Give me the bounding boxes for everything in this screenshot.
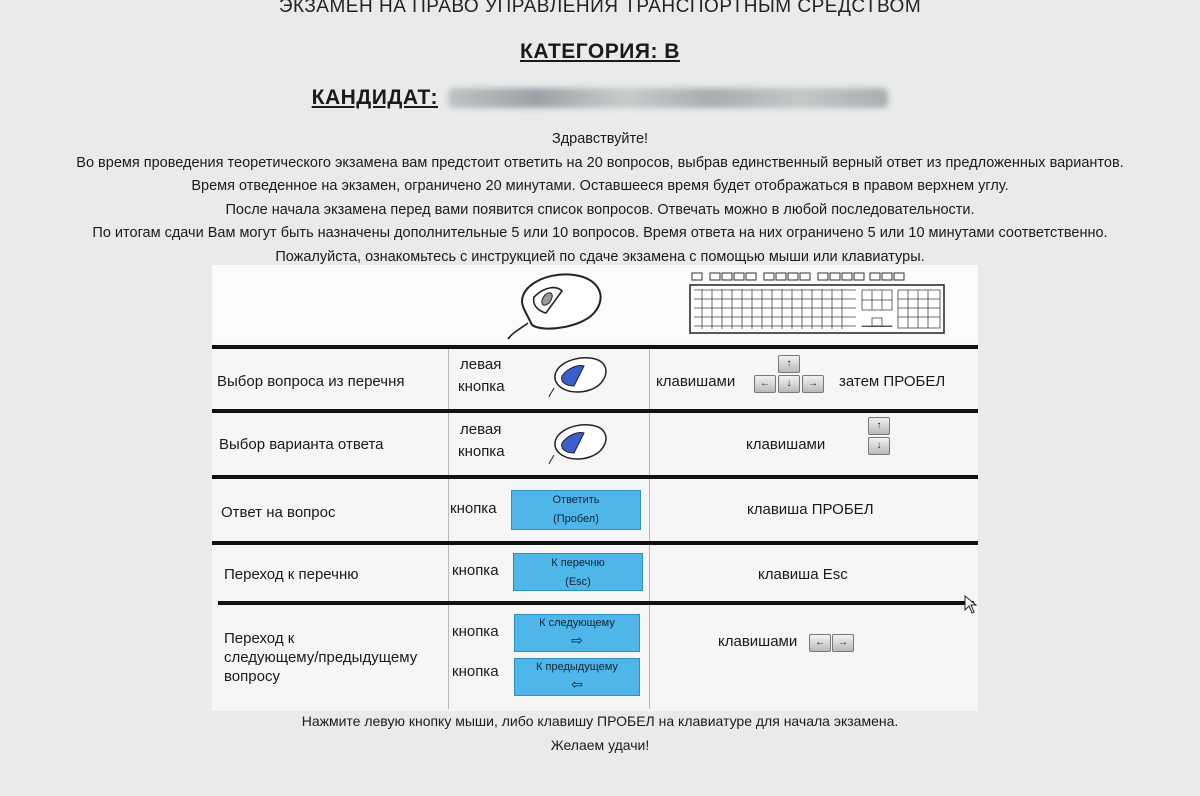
- button-label: Ответить: [552, 494, 600, 506]
- mouse-text: кнопка: [450, 500, 497, 517]
- mouse-text: кнопка: [452, 663, 499, 680]
- table-row: [212, 605, 978, 709]
- mouse-text: левая: [460, 356, 502, 373]
- kbd-text: клавишами: [746, 436, 826, 453]
- candidate-name-redacted: [448, 88, 888, 108]
- next-arrow-icon: ⇨: [571, 632, 583, 648]
- footer-wish: Желаем удачи!: [550, 737, 650, 753]
- column-divider: [649, 349, 650, 409]
- kbd-text: клавишами: [656, 373, 736, 390]
- intro-line: Время отведенное на экзамен, ограничено 20 минутами. Оставшееся время будет отображаться в правом верхнем углу.: [191, 178, 1009, 194]
- row-action: Выбор варианта ответа: [219, 436, 384, 453]
- button-label: (Пробел): [553, 513, 599, 525]
- arrow-right-key-icon: →: [832, 634, 854, 652]
- category-label: КАТЕГОРИЯ: В: [520, 40, 680, 63]
- column-divider: [448, 479, 449, 541]
- arrow-right-key-icon: →: [802, 375, 824, 393]
- button-label: (Esc): [565, 576, 591, 588]
- row-action: Переход к перечню: [224, 566, 359, 583]
- mouse-text: кнопка: [458, 443, 505, 460]
- column-divider: [448, 349, 449, 409]
- left-click-mouse-icon: [548, 421, 612, 465]
- input-devices-illustration: [212, 265, 978, 343]
- button-label: К предыдущему: [536, 661, 618, 673]
- button-label: К перечню: [551, 557, 605, 569]
- row-action: Выбор вопроса из перечня: [217, 373, 405, 390]
- arrow-down-key-icon: ↓: [868, 437, 890, 455]
- prev-arrow-icon: ⇦: [571, 676, 583, 692]
- to-list-button[interactable]: [513, 553, 643, 591]
- column-divider: [448, 545, 449, 601]
- row-action: [224, 629, 417, 686]
- intro-line: Здравствуйте!: [551, 131, 649, 147]
- answer-button[interactable]: [511, 490, 641, 530]
- column-divider: [649, 605, 650, 709]
- column-divider: [448, 413, 449, 475]
- button-label: К следующему: [539, 617, 615, 629]
- row-action: Ответ на вопрос: [221, 504, 336, 521]
- arrow-keys: [868, 417, 892, 457]
- column-divider: [448, 605, 449, 709]
- table-row: [212, 479, 978, 541]
- row-action-line: вопросу: [224, 668, 280, 685]
- kbd-text: клавиша Esc: [758, 566, 848, 583]
- column-divider: [649, 413, 650, 475]
- candidate-line: [0, 86, 1200, 110]
- column-divider: [649, 479, 650, 541]
- row-action-line: следующему/предыдущему: [224, 649, 418, 666]
- mouse-cursor-icon: [964, 595, 978, 615]
- arrow-keys: [752, 355, 826, 395]
- table-row: [212, 349, 978, 409]
- left-click-mouse-icon: [548, 354, 612, 398]
- kbd-text: затем ПРОБЕЛ: [839, 373, 946, 390]
- mouse-illustration-icon: [504, 269, 614, 341]
- instruction-panel: [212, 265, 978, 711]
- intro-line: Пожалуйста, ознакомьтесь с инструкцией по сдаче экзамена с помощью мыши или клавиатуры.: [275, 248, 925, 265]
- intro-text: [0, 128, 1200, 269]
- prev-question-button[interactable]: [514, 658, 640, 696]
- arrow-up-key-icon: ↑: [868, 417, 890, 435]
- row-action-line: Переход к: [224, 630, 295, 647]
- table-row: [212, 413, 978, 475]
- next-question-button[interactable]: [514, 614, 640, 652]
- mouse-text: кнопка: [458, 378, 505, 395]
- footer-instruction: Нажмите левую кнопку мыши, либо клавишу ПРОБЕЛ на клавиатуре для начала экзамена.: [301, 713, 899, 729]
- arrow-left-key-icon: ←: [754, 375, 776, 393]
- table-row: [212, 545, 978, 601]
- exam-title: ЭКЗАМЕН НА ПРАВО УПРАВЛЕНИЯ ТРАНСПОРТНЫМ СРЕДСТВОМ: [278, 0, 922, 17]
- kbd-text: клавиша ПРОБЕЛ: [747, 501, 874, 518]
- intro-line: После начала экзамена перед вами появится список вопросов. Отвечать можно в любой последовательности.: [225, 201, 975, 218]
- mouse-text: кнопка: [452, 562, 499, 579]
- mouse-text: левая: [460, 421, 502, 438]
- column-divider: [649, 545, 650, 601]
- arrow-left-key-icon: ←: [809, 634, 831, 652]
- candidate-label: КАНДИДАТ:: [311, 86, 438, 109]
- intro-line: По итогам сдачи Вам могут быть назначены дополнительные 5 или 10 вопросов. Время ответа на них ограничено 5 или 10 минутами соответственно.: [92, 225, 1108, 241]
- kbd-text: клавишами: [718, 633, 798, 650]
- arrow-up-key-icon: ↑: [778, 355, 800, 373]
- keyboard-illustration-icon: [688, 271, 948, 335]
- intro-line: Во время проведения теоретического экзамена вам предстоит ответить на 20 вопросов, выбрав единственный верный ответ из предложенных вариантов.: [76, 154, 1124, 171]
- arrow-down-key-icon: ↓: [778, 375, 800, 393]
- mouse-text: кнопка: [452, 623, 499, 640]
